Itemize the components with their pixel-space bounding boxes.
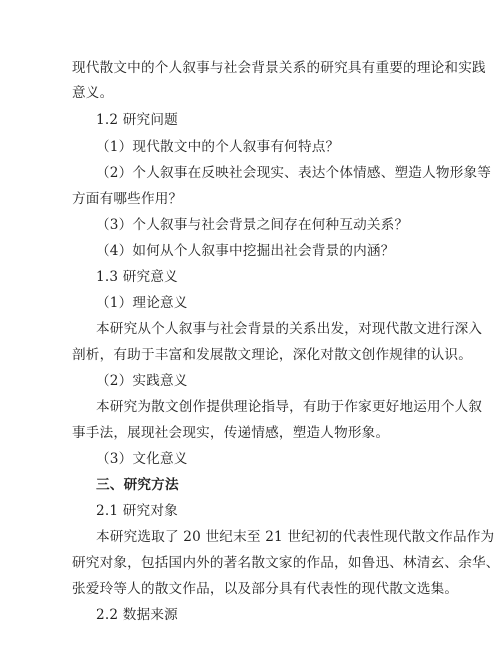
paragraph-line: 本研究为散文创作提供理论指导，有助于作家更好地运用个人叙 bbox=[96, 399, 483, 415]
paragraph-line: 本研究从个人叙事与社会背景的关系出发，对现代散文进行深入 bbox=[96, 321, 483, 337]
section-heading-1-3: 1.3 研究意义 bbox=[96, 269, 178, 285]
question-3: （3）个人叙事与社会背景之间存在何种互动关系？ bbox=[96, 217, 409, 233]
paragraph-line: 意义。 bbox=[72, 85, 114, 101]
paragraph-line: 研究对象，包括国内外的著名散文家的作品，如鲁迅、林清玄、余华、 bbox=[72, 555, 500, 571]
question-2: （2）个人叙事在反映社会现实、表达个体情感、塑造人物形象等 bbox=[96, 165, 492, 181]
paragraph-line: 方面有哪些作用？ bbox=[72, 191, 183, 207]
paragraph-line: 剖析，有助于丰富和发展散文理论，深化对散文创作规律的认识。 bbox=[72, 347, 473, 363]
subheading-practice: （2）实践意义 bbox=[96, 373, 188, 389]
paragraph-line: 现代散文中的个人叙事与社会背景关系的研究具有重要的理论和实践 bbox=[72, 60, 486, 76]
question-1: （1）现代散文中的个人叙事有何特点？ bbox=[96, 139, 340, 155]
chapter-heading-methods: 三、研究方法 bbox=[96, 477, 179, 493]
subheading-theory: （1）理论意义 bbox=[96, 295, 188, 311]
section-heading-2-1: 2.1 研究对象 bbox=[96, 503, 178, 519]
question-4: （4）如何从个人叙事中挖掘出社会背景的内涵？ bbox=[96, 243, 395, 259]
section-heading-2-2: 2.2 数据来源 bbox=[96, 607, 178, 623]
paragraph-line: 张爱玲等人的散文作品，以及部分具有代表性的现代散文选集。 bbox=[72, 581, 459, 597]
subheading-culture: （3）文化意义 bbox=[96, 451, 188, 467]
paragraph-line: 事手法，展现社会现实，传递情感，塑造人物形象。 bbox=[72, 425, 390, 441]
paragraph-line: 本研究选取了 20 世纪末至 21 世纪初的代表性现代散文作品作为 bbox=[96, 529, 495, 545]
section-heading-1-2: 1.2 研究问题 bbox=[96, 112, 178, 128]
